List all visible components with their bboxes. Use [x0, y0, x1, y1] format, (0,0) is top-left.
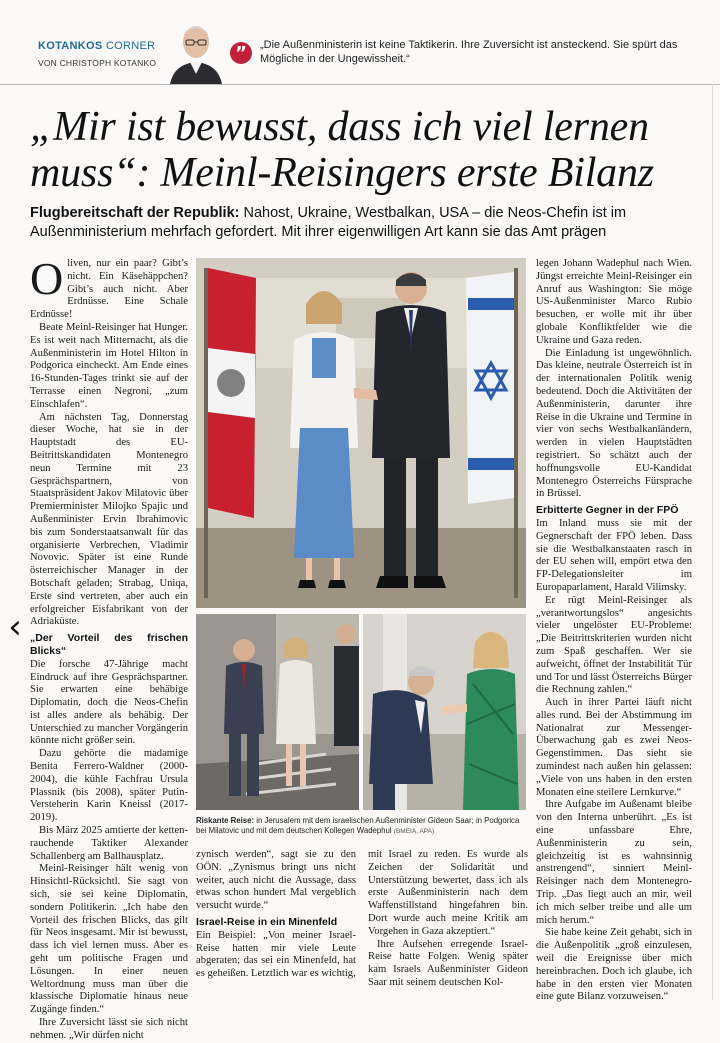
back-arrow-icon[interactable]: ‹: [8, 607, 22, 647]
article-column-3: [368, 849, 528, 990]
paragraph: Im Inland muss sie mit der Gegnerschaft der FPÖ leben. Dass sie die Westbalkanstaaten rasch in der EU sehen will, empört etwa den FP-Delegationsleiter im Europaparlament, Harald Vilimsky.: [536, 517, 692, 593]
paragraph: zynisch werden“, sagt sie zu den OÖN. „Zynismus bringt uns nicht weiter, auch nicht die Aussage, dass etwas schon hundert Mal vergeblich versucht wurde.“: [196, 849, 356, 912]
article-subhead: [30, 204, 710, 242]
column-brand: [38, 40, 155, 52]
article-column-1: [30, 253, 188, 1043]
photo-wadephul-greeting: [363, 614, 526, 810]
photo-credit: (BMEIA, APA): [393, 828, 435, 835]
paragraph: [30, 253, 188, 322]
paragraph: Die forsche 47-Jährige macht Eindruck auf ihre Gesprächspartner. Sie erwarten eine behäbige Diplomatin, doch die Neos-Chefin ist alles andere als behäbig. Der Unterschied zu mancher Vorgängerin könnte nicht größer sein.: [30, 658, 188, 747]
photo-caption: [196, 816, 531, 837]
section-heading: Erbitterte Gegner in der FPÖ: [536, 504, 679, 517]
header-quote: „Die Außenministerin ist keine Taktikerin. Ihre Zuversicht ist ansteckend. Sie spürt das Mögliche in der Ungewissheit.“: [260, 39, 678, 65]
paragraph: Er rügt Meinl-Reisinger als „verantwortungslos“ angesichts vieler ungelöster EU-Probleme: „Die Beitrittskriterien wurden nicht zum Spaß geschaffen. Wer sie aufweicht, öffnet der Instabilität Tür und Tor und lässt Österreichs Bürger die Rechnung zahlen.“: [536, 594, 692, 696]
column-author: VON CHRISTOPH KOTANKO: [38, 58, 157, 68]
paragraph: Meinl-Reisinger hält wenig von Hinsichtl-Rücksichtl. Sie sagt von sich, sie sei keine Diplomatin, sondern Politikerin. „Ich habe den Vorteil des frischen Blicks, das gilt für Neos insgesamt. Mir ist bewusst, dass ich viel lernen muss. Aber es geht um politische Fragen und Lösungen. In einer neuen Weltordnung muss man über die klassische Diplomatie hinaus neue Zugänge finden.“: [30, 863, 188, 1016]
page-edge-divider: [712, 84, 713, 1000]
paragraph: Beate Meinl-Reisinger hat Hunger. Es ist weit nach Mitternacht, als die Außenministerin im Hotel Hilton in Podgorica eincheckt. Am Ende eines 16-Stunden-Tages trinkt sie auf der Terrasse einen Negroni, „zum Einschlafen“.: [30, 321, 188, 410]
photo-jerusalem-handshake: [196, 258, 526, 608]
section-heading: „Der Vorteil des frischen Blicks“: [30, 632, 188, 657]
article-headline: „Mir ist bewusst, dass ich viel lernen muss“: Meinl-Reisingers erste Bilanz: [30, 104, 654, 196]
author-portrait: [166, 14, 226, 84]
section-heading: Israel-Reise in ein Minenfeld: [196, 915, 338, 928]
paragraph: Dazu gehörte die madamige Benita Ferrero-Waldner (2000-2004), die kühle Fachfrau Ursula Plassnik (bis 2008), später Putin-Versteherin Karin Kneissl (2017-2019).: [30, 748, 188, 824]
quote-icon: ”: [230, 42, 252, 64]
paragraph: Ihre Zuversicht lässt sie sich nicht nehmen. „Wir dürfen nicht: [30, 1017, 188, 1041]
paragraph: Ein Beispiel: „Von meiner Israel-Reise hatten mir viele Leute abgeraten; das sei ein Minenfeld, hat es geheißen. Letztlich war es wichtig,: [196, 929, 356, 980]
paragraph: Bis März 2025 amtierte der kettenrauchende Taktiker Alexander Schallenberg am Ballhausplatz.: [30, 825, 188, 862]
paragraph: Auch in ihrer Partei läuft nicht alles rund. Bei der Abstimmung im Nationalrat zur Messenger-Überwachung gab es zwei Neos-Gegenstimmen. Das sieht sie zumindest nach außen hin gelassen: „Viele von uns haben in den ersten Monaten eine steilere Lernkurve.“: [536, 697, 692, 798]
article-column-2: [196, 849, 356, 981]
paragraph: Ihre Aufsehen erregende Israel-Reise hatte Folgen. Wenig später kam Israels Außenminister Gideon Saar mit seinem deutschen Kol-: [368, 938, 528, 988]
article-column-4: [536, 258, 692, 1004]
paragraph: Die Einladung ist ungewöhnlich. Das kleine, neutrale Österreich ist in der internationalen Politik wenig bedeutend. Doch die Aktivitäten der Außenministerin, darunter ihre Reise in die Ukraine und Termine in vier von sechs Westbalkanländern, werden in vielen Hauptstädten registriert. So schätzt auch der hoffnungsvolle EU-Kandidat Montenegro Österreichs Fürsprache in Brüssel.: [536, 347, 692, 500]
subhead-text: Nahost, Ukraine, Westbalkan, USA – die Neos-Chefin ist im Außenministerium mehrfach gefordert. Mit ihrer eigenwilligen Art kann sie das Amt prägen: [30, 205, 627, 240]
drop-cap: O: [30, 253, 64, 304]
paragraph: Ihre Aufgabe im Außenamt bleibe von den Interna unberührt. „Es ist eine unfassbare Ehre, Außenministerin zu sein, gleichzeitig ist es wahnsinnig anstrengend“, sinniert Meinl-Reisinger nach dem Montenegro-Trip. „Das liegt auch an mir, weil ich mich selber treibe und alle um mich herum.“: [536, 799, 692, 926]
paragraph: Sie habe keine Zeit gehabt, sich in die Außenpolitik „groß einzulesen, weil die Ereignisse über mich hereinbrachen. Doch ich glaube, ich habe in den ersten vier Monaten eine gute Bilanz vorzuweisen.“: [536, 927, 692, 1003]
paragraph: mit Israel zu reden. Es wurde als Zeichen der Solidarität und Unterstützung bewertet, dass ich als erste Außenministerin nach dem Waffenstillstand hingefahren bin. Dort wurde auch meine Kritik am Vorgehen in Gaza akzeptiert.“: [368, 849, 528, 937]
paragraph: legen Johann Wadephul nach Wien. Jüngst erreichte Meinl-Reisinger ein Anruf aus Washington: Sie möge US-Außenminister Marco Rubio besuchen, er wolle mit ihr über globale Konfliktfelder wie die Ukraine und Gaza reden.: [536, 258, 692, 346]
photo-podgorica-milatovic: [196, 614, 359, 810]
brand-bold: KOTANKOS: [38, 40, 103, 52]
paragraph-text: liven, nur ein paar? Gibt’s nicht. Ein Käsehäppchen? Gibt’s auch nicht. Aber Erdnüsse. Eine Schale Erdnüsse!: [30, 258, 188, 321]
caption-lead: Riskante Reise:: [196, 816, 255, 825]
paragraph: Am nächsten Tag, Donnerstag dieser Woche, hat sie in der Hauptstadt des EU-Beitrittskandidaten Montenegro neun Termine mit 23 Gesprächspartnern, von Staatspräsident Jakov Milatovic über Premierminister Milojko Spajic und Außenminister Ervin Ibrahimovic bis zum Sonderstaatsanwalt für das organisierte Verbrechen, Vladimir Novovic. Später ist eine Runde österreichischer Manager in der Botschaft geladen; Strabag, Uniqa, Erste sind vertreten, aber auch ein erfolgreicher Eisfabrikant von der Adriaküste.: [30, 411, 188, 628]
column-header: [0, 0, 720, 85]
caption-text: in Jerusalem mit dem israelischen Außenminister Gideon Saar; in Podgorica bei Milatovic und mit dem deutschen Kollegen Wadephul: [196, 816, 520, 835]
subhead-lead: Flugbereitschaft der Republik:: [30, 205, 240, 221]
brand-light: CORNER: [102, 40, 156, 52]
